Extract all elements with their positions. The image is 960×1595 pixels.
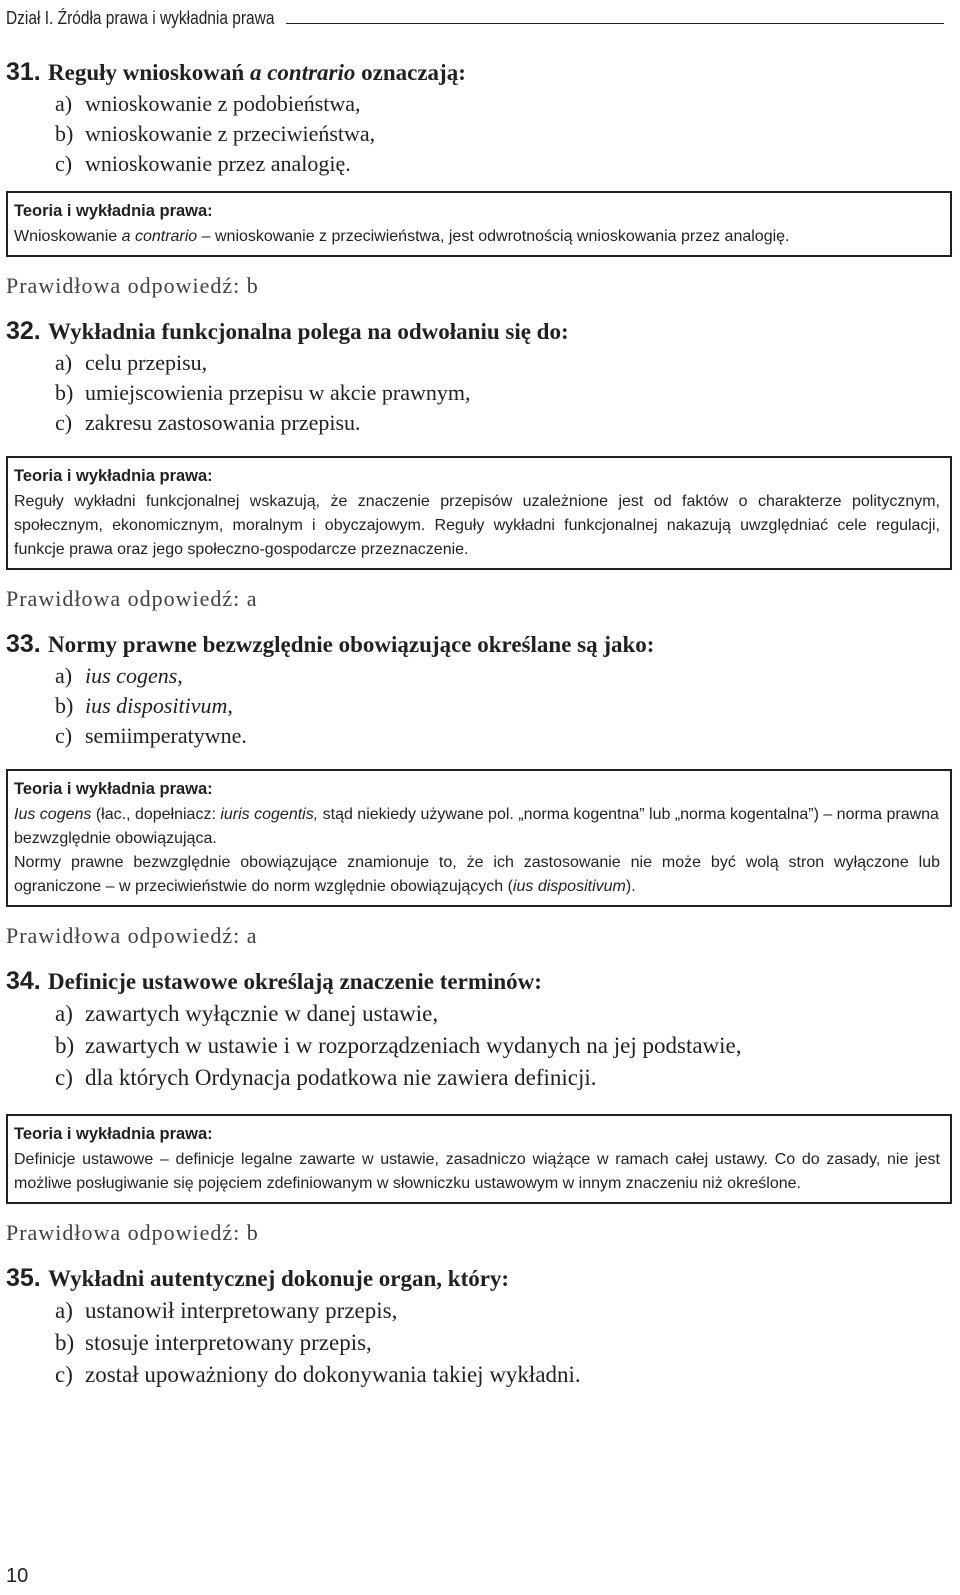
options-list (55, 348, 952, 438)
option-a (55, 1295, 952, 1327)
theory-text: Reguły wykładni funkcjonalnej wskazują, że znaczenie przepisów uzależnione jest od faktów o charakterze politycznym, społecznym, ekonomicznym, moralnym i obyczajowym. Reguły wykładni funkcjonalnej nakazują uwzględniać cele regulacji, funkcje prawa oraz jego społeczno-gospodarcze przeznaczenie. (14, 493, 940, 558)
theory-box (6, 456, 952, 570)
theory-text-part: Wnioskowanie (14, 228, 122, 245)
theory-text-italic: Ius cogens (14, 806, 92, 823)
question-title (6, 628, 952, 661)
option-a (55, 348, 952, 378)
option-b (55, 1327, 952, 1359)
theory-box (6, 769, 952, 907)
question-34 (6, 965, 952, 1248)
question-number: 34. (6, 967, 41, 995)
question-title (6, 1262, 952, 1295)
option-text: dla których Ordynacja podatkowa nie zawiera definicji. (85, 1065, 597, 1090)
question-text: oznaczają: (355, 60, 466, 85)
question-number: 31. (6, 58, 41, 86)
options-list (55, 661, 952, 751)
theory-box (6, 1114, 952, 1204)
option-letter: b) (55, 380, 74, 405)
running-header (6, 8, 944, 29)
option-letter: c) (55, 410, 73, 435)
question-text-italic: a contrario (249, 60, 356, 85)
option-letter: c) (55, 151, 73, 176)
question-32 (6, 315, 952, 614)
correct-answer: Prawidłowa odpowiedź: b (6, 273, 259, 298)
option-text: został upoważniony do dokonywania takiej wykładni. (85, 1362, 581, 1387)
theory-text-part: (łac., dopełniacz: (91, 806, 221, 823)
page-number: 10 (6, 1565, 29, 1587)
option-b (55, 119, 952, 149)
options-list (55, 1295, 952, 1391)
question-title (6, 56, 952, 89)
header-rule (286, 23, 944, 24)
theory-text-italic: ius dispositivum (512, 878, 626, 895)
option-text: zawartych wyłącznie w danej ustawie, (85, 1001, 439, 1026)
question-title (6, 965, 952, 998)
option-text-suffix: , (227, 693, 233, 718)
option-text-suffix: , (177, 663, 183, 688)
question-text: Normy prawne bezwzględnie obowiązujące określane są jako: (48, 632, 655, 657)
option-letter: c) (55, 1065, 73, 1090)
question-text: Wykładnia funkcjonalna polega na odwołaniu się do: (48, 319, 569, 344)
theory-title: Teoria i wykładnia prawa: (14, 780, 213, 798)
option-text: celu przepisu, (85, 350, 208, 375)
theory-text-part: ). (625, 878, 636, 895)
question-text: Reguły wnioskowań (48, 60, 250, 85)
option-c (55, 149, 952, 179)
option-a (55, 998, 952, 1030)
theory-paragraph-1 (14, 803, 940, 851)
theory-text-italic: iuris cogentis, (220, 806, 319, 823)
option-b (55, 1030, 952, 1062)
theory-paragraph-2 (14, 851, 940, 899)
question-number: 33. (6, 630, 41, 658)
option-text: wnioskowanie przez analogię. (85, 151, 351, 176)
correct-answer: Prawidłowa odpowiedź: b (6, 1220, 259, 1245)
question-title (6, 315, 952, 348)
theory-text (14, 225, 940, 249)
theory-text-italic: a contrario (121, 228, 198, 245)
theory-text-part: – wnioskowanie z przeciwieństwa, jest odwrotnością wnioskowania przez analogię. (197, 228, 790, 245)
option-letter: a) (55, 663, 73, 688)
option-letter: b) (55, 121, 74, 146)
option-letter: b) (55, 1033, 75, 1058)
theory-text-part: Normy prawne bezwzględnie obowiązujące znamionuje to, że ich zastosowanie nie może być wolą stron wyłączone lub ograniczone – w przeciwieństwie do norm względnie obowiązujących ( (14, 854, 940, 895)
header-title: Dział I. Źródła prawa i wykładnia prawa (6, 8, 275, 28)
option-b (55, 378, 952, 408)
theory-title: Teoria i wykładnia prawa: (14, 1125, 213, 1143)
option-a (55, 661, 952, 691)
option-letter: c) (55, 1362, 73, 1387)
option-c (55, 408, 952, 438)
option-text: wnioskowanie z podobieństwa, (85, 91, 361, 116)
option-text: umiejscowienia przepisu w akcie prawnym, (85, 380, 471, 405)
option-letter: b) (55, 1330, 75, 1355)
question-31 (6, 56, 952, 301)
theory-title: Teoria i wykładnia prawa: (14, 467, 213, 485)
correct-answer: Prawidłowa odpowiedź: a (6, 923, 258, 948)
option-text: stosuje interpretowany przepis, (85, 1330, 372, 1355)
correct-answer: Prawidłowa odpowiedź: a (6, 586, 258, 611)
option-text: ustanowił interpretowany przepis, (85, 1298, 398, 1323)
option-text: wnioskowanie z przeciwieństwa, (85, 121, 376, 146)
option-c (55, 721, 952, 751)
theory-box (6, 191, 952, 257)
option-text: semiimperatywne. (85, 723, 247, 748)
options-list (55, 89, 952, 179)
option-b (55, 691, 952, 721)
theory-title: Teoria i wykładnia prawa: (14, 202, 213, 220)
question-text: Definicje ustawowe określają znaczenie terminów: (48, 969, 542, 994)
options-list (55, 998, 952, 1094)
option-letter: c) (55, 723, 73, 748)
option-text: ius dispositivum (85, 693, 228, 718)
option-a (55, 89, 952, 119)
question-text: Wykładni autentycznej dokonuje organ, który: (48, 1266, 510, 1291)
question-number: 35. (6, 1264, 41, 1292)
option-letter: a) (55, 1298, 73, 1323)
option-text: zawartych w ustawie i w rozporządzeniach wydanych na jej podstawie, (85, 1033, 742, 1058)
question-33 (6, 628, 952, 951)
option-text: ius cogens (85, 663, 178, 688)
option-letter: a) (55, 91, 73, 116)
theory-text-part: stąd niekiedy używane pol. „norma kogentna” lub „norma kogentalna”) – norma prawna bezwzględnie obowiązująca. (14, 806, 939, 847)
theory-text: Definicje ustawowe – definicje legalne zawarte w ustawie, zasadniczo wiążące w ramach całej ustawy. Co do zasady, nie jest możliwe posługiwanie się pojęciem zdefiniowanym w słowniczku ustawowym w innym znaczeniu niż określone. (14, 1151, 940, 1192)
option-c (55, 1062, 952, 1094)
option-c (55, 1359, 952, 1391)
option-letter: b) (55, 693, 74, 718)
option-letter: a) (55, 350, 73, 375)
question-35 (6, 1262, 952, 1391)
question-number: 32. (6, 317, 41, 345)
page-content (6, 56, 952, 1391)
option-letter: a) (55, 1001, 73, 1026)
option-text: zakresu zastosowania przepisu. (85, 410, 361, 435)
